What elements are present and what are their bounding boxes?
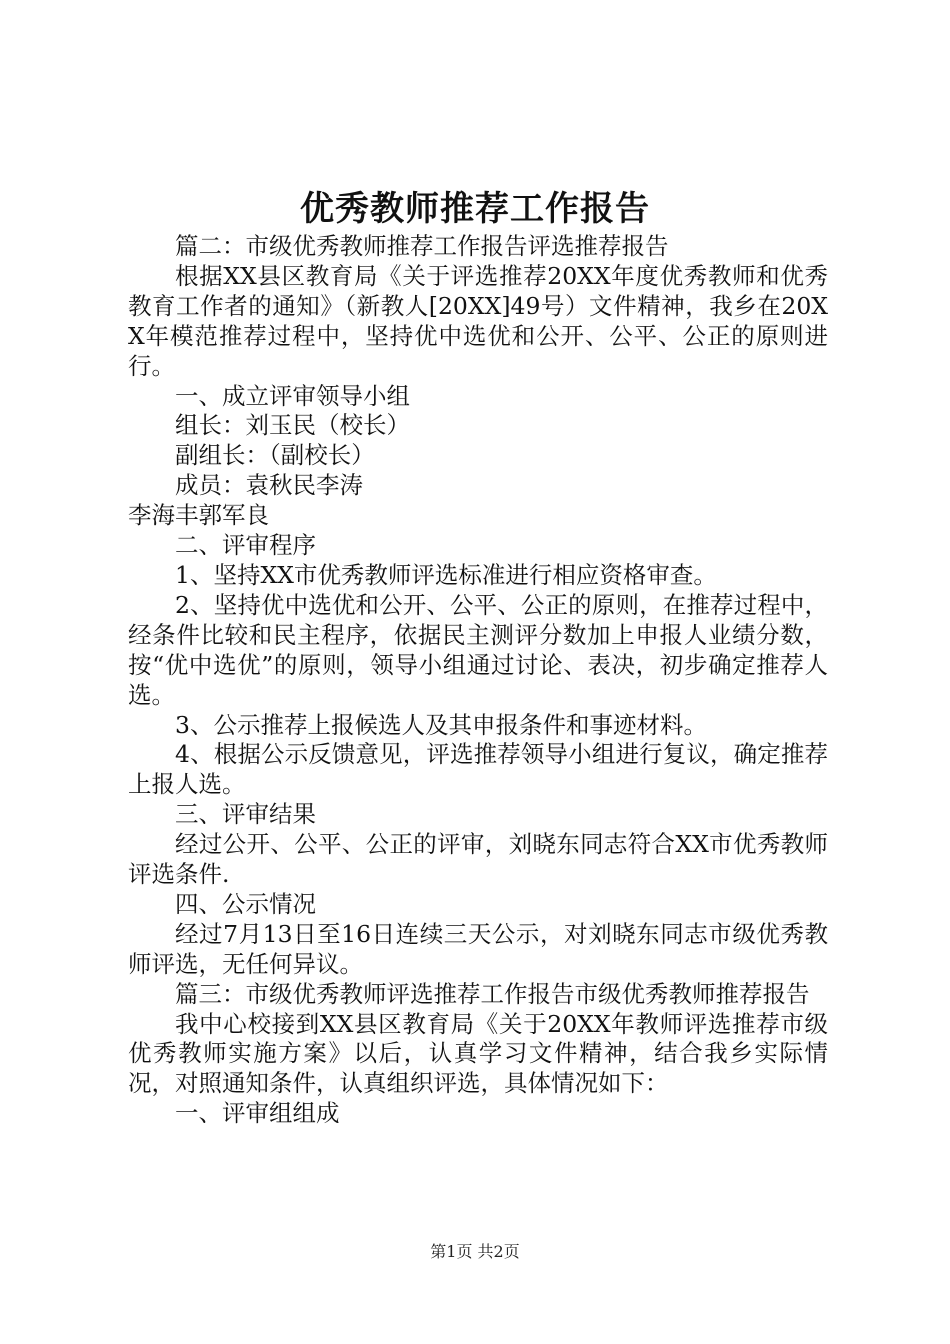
page-footer: 第1页 共2页 [430, 1242, 520, 1261]
paragraph-members: 成员：袁秋民李涛 [175, 471, 363, 500]
paragraph-procedure-4: 4、根据公示反馈意见，评选推荐领导小组进行复议，确定推荐上报人选。 [128, 740, 828, 799]
section-heading-1: 一、成立评审领导小组 [175, 381, 410, 410]
document-title: 优秀教师推荐工作报告 [300, 189, 650, 229]
paragraph-publicity: 经过7月13日至16日连续三天公示，对刘晓东同志市级优秀教师评选，无任何异议。 [128, 919, 828, 978]
paragraph-leader: 组长：刘玉民（校长） [175, 411, 410, 440]
paragraph-intro: 根据XX县区教育局《关于评选推荐20XX年度优秀教师和优秀教育工作者的通知》（新教人[20XX]49号）文件精神，我乡在20XX年模范推荐过程中，坚持优中选优和公开、公平、公正的原则进行。 [128, 261, 828, 380]
paragraph-part-three-intro: 我中心校接到XX县区教育局《关于20XX年教师评选推荐市级优秀教师实施方案》以后，认真学习文件精神，结合我乡实际情况，对照通知条件，认真组织评选，具体情况如下： [128, 1009, 828, 1098]
paragraph-result: 经过公开、公平、公正的评审，刘晓东同志符合XX市优秀教师评选条件. [128, 830, 828, 889]
section-heading-review-group: 一、评审组组成 [175, 1099, 340, 1128]
paragraph-procedure-3: 3、公示推荐上报候选人及其申报条件和事迹材料。 [175, 710, 707, 739]
paragraph-heading-part-three: 篇三：市级优秀教师评选推荐工作报告市级优秀教师推荐报告 [175, 979, 810, 1008]
paragraph-heading-part-two: 篇二：市级优秀教师推荐工作报告评选推荐报告 [175, 232, 669, 260]
paragraph-deputy-leader: 副组长：（副校长） [175, 441, 375, 470]
paragraph-procedure-1: 1、坚持XX市优秀教师评选标准进行相应资格审查。 [175, 560, 717, 589]
section-heading-2: 二、评审程序 [175, 531, 316, 560]
section-heading-3: 三、评审结果 [175, 800, 316, 829]
document-body [128, 232, 828, 1129]
paragraph-procedure-2: 2、坚持优中选优和公开、公平、公正的原则，在推荐过程中，经条件比较和民主程序，依据民主测评分数加上申报人业绩分数，按“优中选优”的原则，领导小组通过讨论、表决，初步确定推荐人选。 [128, 590, 828, 709]
section-heading-4: 四、公示情况 [175, 889, 316, 918]
paragraph-members-continued: 李海丰郭军良 [128, 501, 269, 530]
